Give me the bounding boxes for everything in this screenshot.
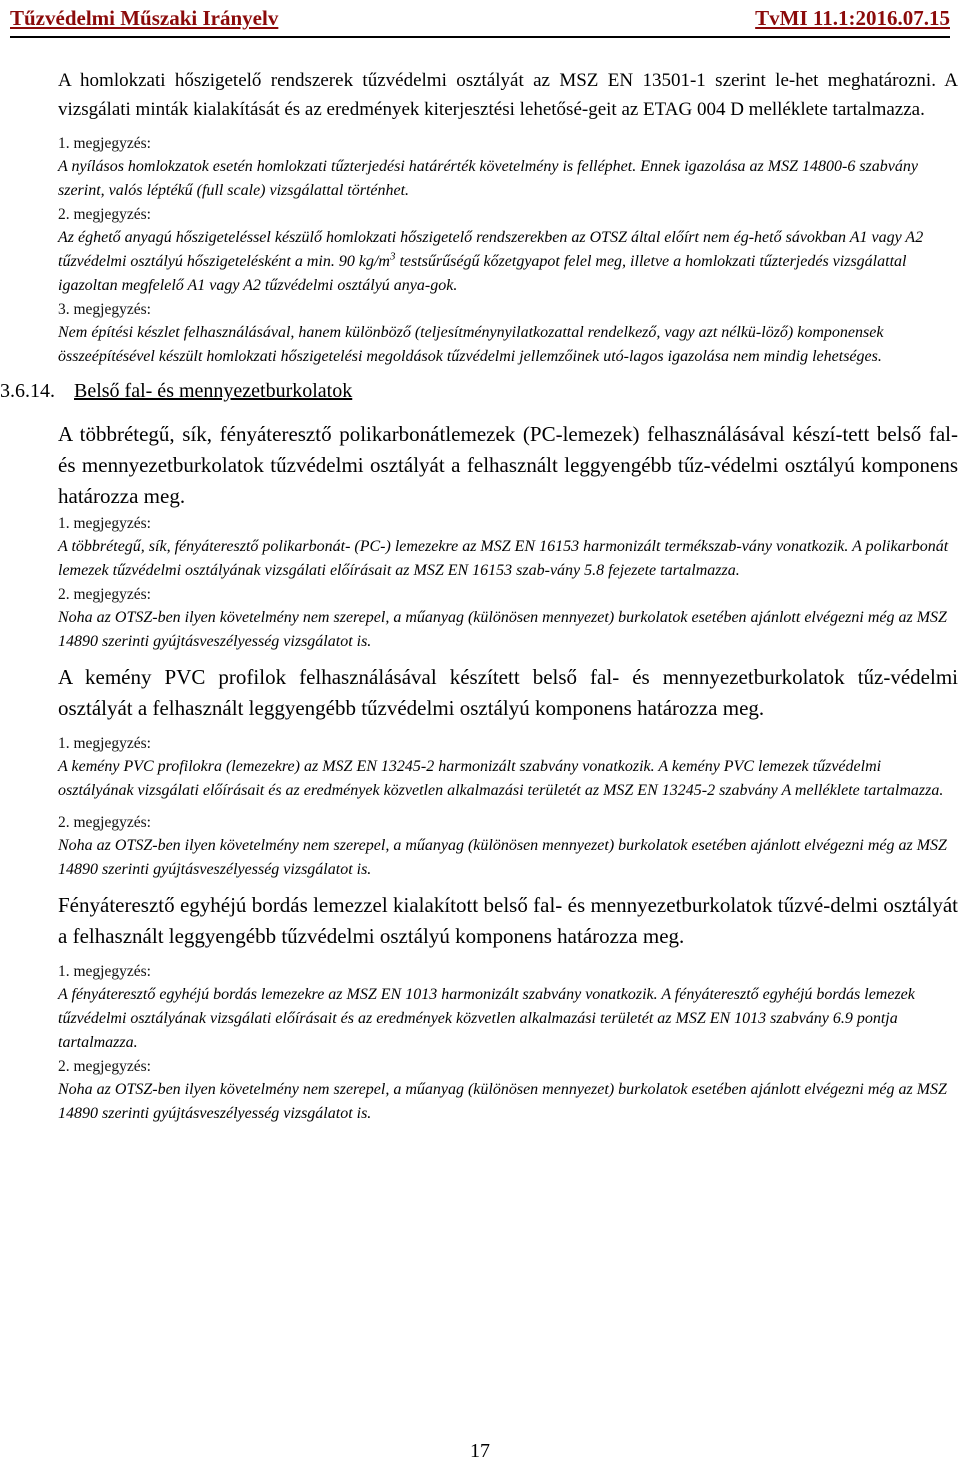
note-label: 2. megjegyzés: — [58, 1058, 151, 1075]
note-text: Noha az OTSZ-ben ilyen követelmény nem szerepel, a műanyag (különösen mennyezet) burkolatok esetében ajánlott elvégezni még az MSZ 14890 szerinti gyújtásveszélyesség vizsgálatot is. — [58, 1081, 947, 1122]
note-a3 — [58, 298, 958, 369]
note-label: 3. megjegyzés: — [58, 301, 151, 318]
note-text-part: Az éghető anyagú hőszigeteléssel készülő homlokzati hőszigetelő rendszerekben az OTSZ által előírt nem ég-hető sávokban A1 vagy A2 tűzvédelmi osztályú hőszigetelésként a min. 90 kg/m — [58, 229, 924, 270]
note-d2 — [58, 1055, 958, 1126]
note-label: 2. megjegyzés: — [58, 586, 151, 603]
paragraph-pc: A többrétegű, sík, fényáteresztő polikarbonátlemezek (PC-lemezek) felhasználásával készí-tett belső fal- és mennyezetburkolatok tűzvédelmi osztályát a felhasznált leggyengébb tűz-védelmi osztályú komponens határozza meg. — [58, 422, 958, 508]
intro-paragraph: A homlokzati hőszigetelő rendszerek tűzvédelmi osztályát az MSZ EN 13501-1 szerint le-het meghatározni. A vizsgálati minták kialakítását és az eredmények kiterjesztési lehetősé-geit az ETAG 004 D melléklete tartalmazza. — [58, 70, 958, 120]
note-d1 — [58, 960, 958, 1055]
superscript: 3 — [389, 250, 396, 263]
note-text-part: testsűrűségű kőzetgyapot felel meg, illetve a homlokzati tűzterjedés vizsgálattal igazoltan megfelelő A1 vagy A2 tűzvédelmi osztályú anya-gok. — [58, 253, 907, 294]
note-label: 1. megjegyzés: — [58, 735, 151, 752]
note-label: 1. megjegyzés: — [58, 963, 151, 980]
note-b2 — [58, 583, 958, 654]
note-a1 — [58, 132, 958, 203]
header-code: TvMI 11.1:2016.07.15 — [755, 6, 950, 30]
note-text: A nyílásos homlokzatok esetén homlokzati tűzterjedési határérték követelmény is felléphet. Ennek igazolása az MSZ 14800-6 szabvány szerint, valós léptékű (full scale) vizsgálattal történhet. — [58, 158, 918, 199]
paragraph-pvc: A kemény PVC profilok felhasználásával készített belső fal- és mennyezetburkolatok tűz-védelmi osztályát a felhasznált leggyengébb tűzvédelmi osztályú komponens határozza meg. — [58, 665, 958, 720]
note-text: Nem építési készlet felhasználásával, hanem különböző (teljesítménynyilatkozattal rendelkező, vagy azt nélkü-löző) komponensek összeépítésével készült homlokzati hőszigetelési megoldások tűzvédelmi jellemzőinek utó-lagos igazolása nem mindig lehetséges. — [58, 324, 884, 365]
header-title: Tűzvédelmi Műszaki Irányelv — [10, 6, 279, 30]
note-label: 1. megjegyzés: — [58, 135, 151, 152]
note-text: A fényáteresztő egyhéjú bordás lemezekre az MSZ EN 1013 harmonizált szabvány vonatkozik. A fényáteresztő egyhéjú bordás lemezek tűzvédelmi osztályának vizsgálati előírásait és az eredmények közvetlen alkalmazási területét az MSZ EN 1013 szabvány 6.9 pontja tartalmazza. — [58, 986, 915, 1051]
note-label: 2. megjegyzés: — [58, 206, 151, 223]
note-label: 1. megjegyzés: — [58, 515, 151, 532]
note-text: A többrétegű, sík, fényáteresztő polikarbonát- (PC-) lemezekre az MSZ EN 16153 harmonizált termékszab-vány vonatkozik. A polikarbonát lemezek tűzvédelmi osztályának vizsgálati előírásait az MSZ EN 16153 szab-vány 5.8 fejezete tartalmazza. — [58, 538, 949, 579]
note-c2 — [58, 811, 958, 882]
note-c1 — [58, 732, 958, 803]
note-a2 — [58, 203, 958, 298]
page-header — [10, 4, 950, 38]
section-heading — [0, 377, 900, 405]
note-text: A kemény PVC profilokra (lemezekre) az MSZ EN 13245-2 harmonizált szabvány vonatkozik. A kemény PVC lemezek tűzvédelmi osztályának vizsgálati előírásait és az eredmények közvetlen alkalmazási területét az MSZ EN 13245-2 szabvány A melléklete tartalmazza. — [58, 758, 944, 799]
section-number: 3.6.14. — [0, 380, 55, 402]
page-content — [0, 66, 958, 1126]
note-text — [58, 229, 923, 294]
note-text: Noha az OTSZ-ben ilyen követelmény nem szerepel, a műanyag (különösen mennyezet) burkolatok esetében ajánlott elvégezni még az MSZ 14890 szerinti gyújtásveszélyesség vizsgálatot is. — [58, 609, 947, 650]
note-b1 — [58, 512, 958, 583]
note-text: Noha az OTSZ-ben ilyen követelmény nem szerepel, a műanyag (különösen mennyezet) burkolatok esetében ajánlott elvégezni még az MSZ 14890 szerinti gyújtásveszélyesség vizsgálatot is. — [58, 837, 947, 878]
note-label: 2. megjegyzés: — [58, 814, 151, 831]
page-number: 17 — [470, 1440, 490, 1462]
section-title: Belső fal- és mennyezetburkolatok — [74, 380, 353, 402]
paragraph-ribbed-sheet: Fényáteresztő egyhéjú bordás lemezzel kialakított belső fal- és mennyezetburkolatok tűzvé-delmi osztályát a felhasznált leggyengébb tűzvédelmi osztályú komponens határozza meg. — [58, 893, 958, 948]
